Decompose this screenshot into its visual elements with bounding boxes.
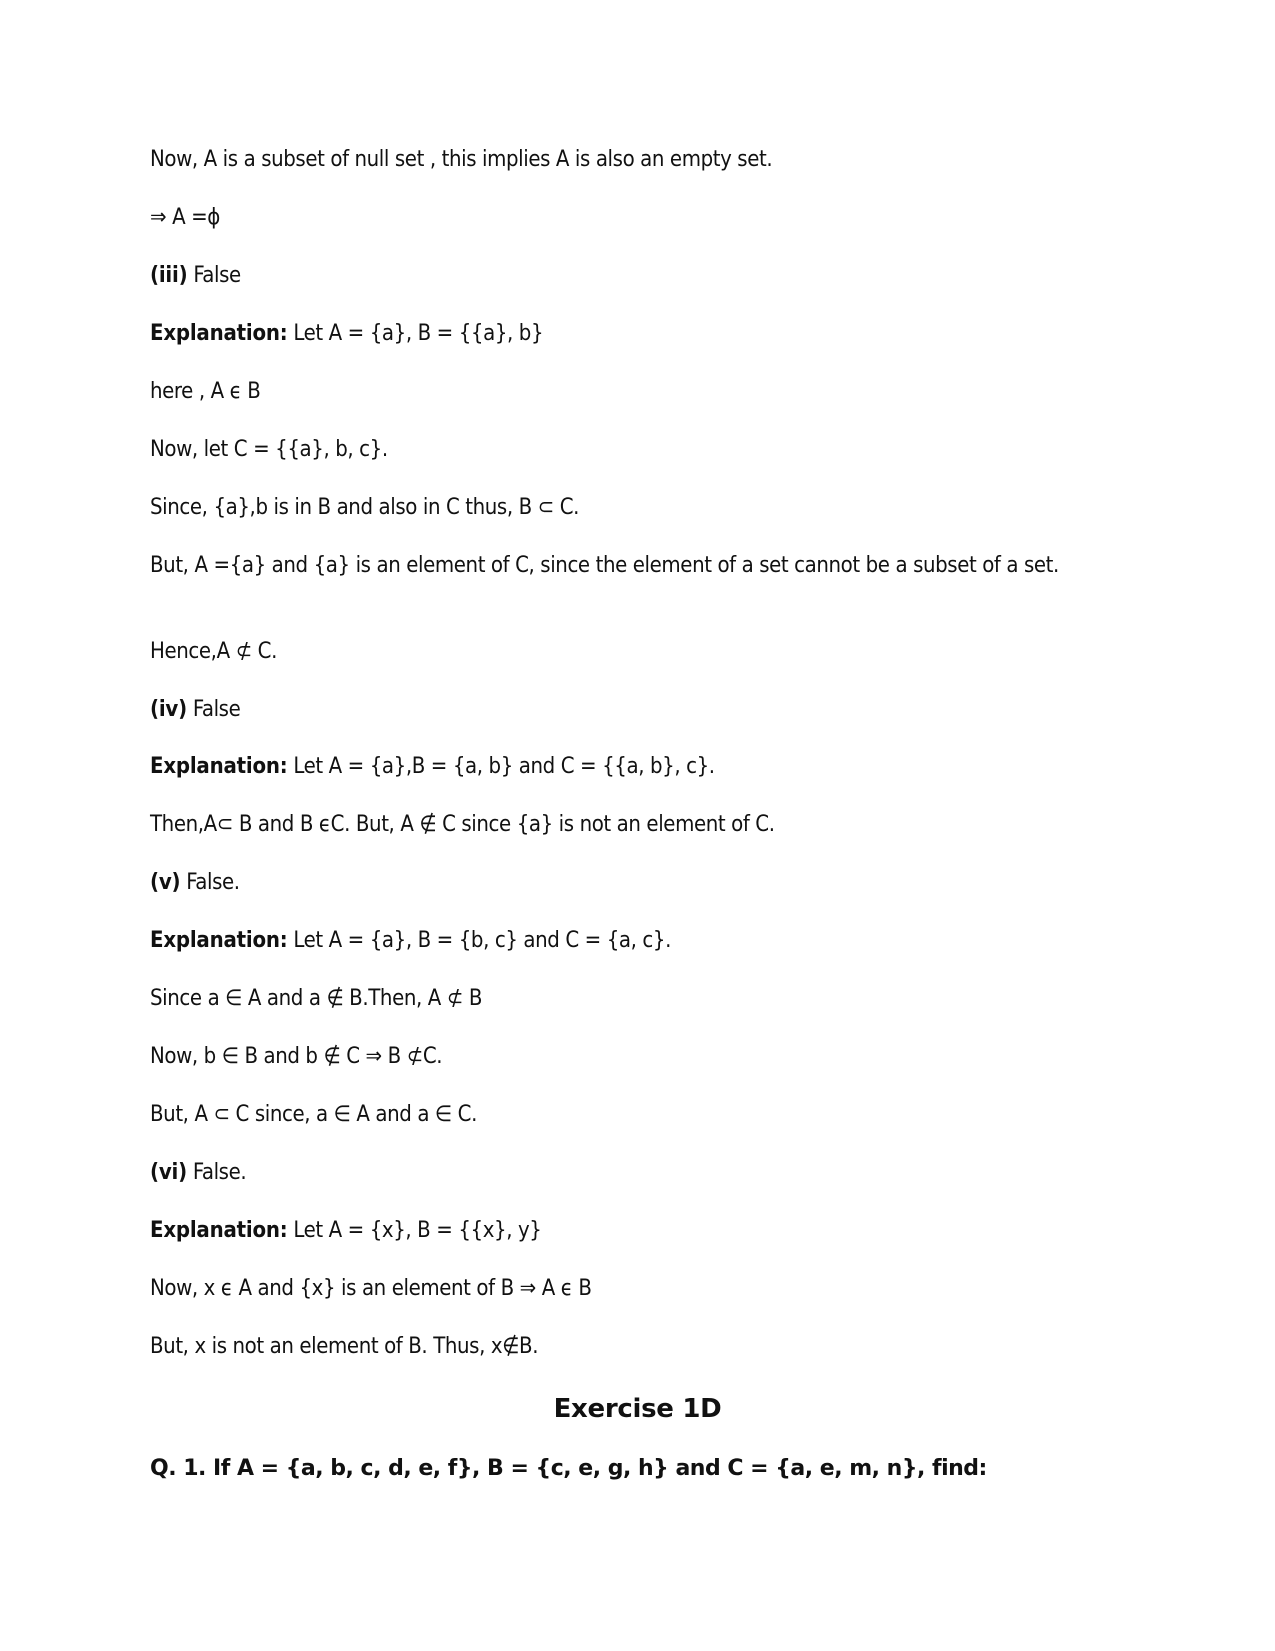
text-line <box>150 1333 538 1361</box>
part-heading-vi <box>150 1159 246 1187</box>
answer-text: False <box>186 697 241 722</box>
text-line <box>150 146 772 174</box>
part-label: (iii) <box>150 263 188 288</box>
text-line <box>150 985 482 1013</box>
explanation-label: Explanation: <box>150 754 288 779</box>
part-label: (vi) <box>150 1160 187 1185</box>
text-line <box>150 494 579 522</box>
line-text: Since a ∈ A and a ∉ B.Then, A ⊄ B <box>150 986 483 1011</box>
part-heading-v <box>150 869 240 897</box>
explanation-label: Explanation: <box>150 928 288 953</box>
line-text: But, A ⊂ C since, a ∈ A and a ∈ C. <box>150 1102 477 1127</box>
text-paragraph <box>150 552 1130 580</box>
line-text: Since, {a},b is in B and also in C thus, B ⊂ C. <box>150 495 580 520</box>
line-text: ⇒ A =ϕ <box>150 205 220 230</box>
line-text: Now, x ϵ A and {x} is an element of B ⇒ A ϵ B <box>150 1276 592 1301</box>
question-line: Q. 1. If A = {a, b, c, d, e, f}, B = {c, e, g, h} and C = {a, e, m, n}, find: <box>150 1456 987 1481</box>
part-heading-iii <box>150 262 241 290</box>
section-heading: Exercise 1D <box>553 1394 722 1424</box>
text-line <box>150 436 388 464</box>
text-line <box>150 378 260 406</box>
line-text: Let A = {a}, B = {{a}, b} <box>287 321 544 346</box>
line-text: Hence,A ⊄ C. <box>150 639 277 664</box>
text-line <box>150 1275 592 1303</box>
part-heading-iv <box>150 696 240 724</box>
explanation-line <box>150 320 543 348</box>
line-text: But, A ={a} and {a} is an element of C, since the element of a set cannot be a subset of a set. <box>150 553 1059 578</box>
line-text: Then,A⊂ B and B ϵC. But, A ∉ C since {a} is not an element of C. <box>150 812 775 837</box>
explanation-line <box>150 753 715 781</box>
answer-text: False <box>187 263 241 288</box>
explanation-line <box>150 1217 541 1245</box>
line-text: here , A ϵ B <box>150 379 261 404</box>
text-line <box>150 204 220 232</box>
text-line <box>150 1043 442 1071</box>
explanation-label: Explanation: <box>150 1218 288 1243</box>
answer-text: False. <box>180 870 240 895</box>
line-text: But, x is not an element of B. Thus, x∉B. <box>150 1334 539 1359</box>
line-text: Now, b ∈ B and b ∉ C ⇒ B ⊄C. <box>150 1044 443 1069</box>
line-text: Let A = {x}, B = {{x}, y} <box>287 1218 542 1243</box>
text-line <box>150 638 277 666</box>
explanation-label: Explanation: <box>150 321 288 346</box>
explanation-line <box>150 927 671 955</box>
line-text: Let A = {a},B = {a, b} and C = {{a, b}, c}. <box>287 754 715 779</box>
line-text: Now, let C = {{a}, b, c}. <box>150 437 388 462</box>
answer-text: False. <box>186 1160 247 1185</box>
part-label: (iv) <box>150 697 187 722</box>
line-text: Let A = {a}, B = {b, c} and C = {a, c}. <box>287 928 671 953</box>
text-line <box>150 811 775 839</box>
text-line <box>150 1101 477 1129</box>
part-label: (v) <box>150 870 181 895</box>
line-text: Now, A is a subset of null set , this implies A is also an empty set. <box>150 147 773 172</box>
